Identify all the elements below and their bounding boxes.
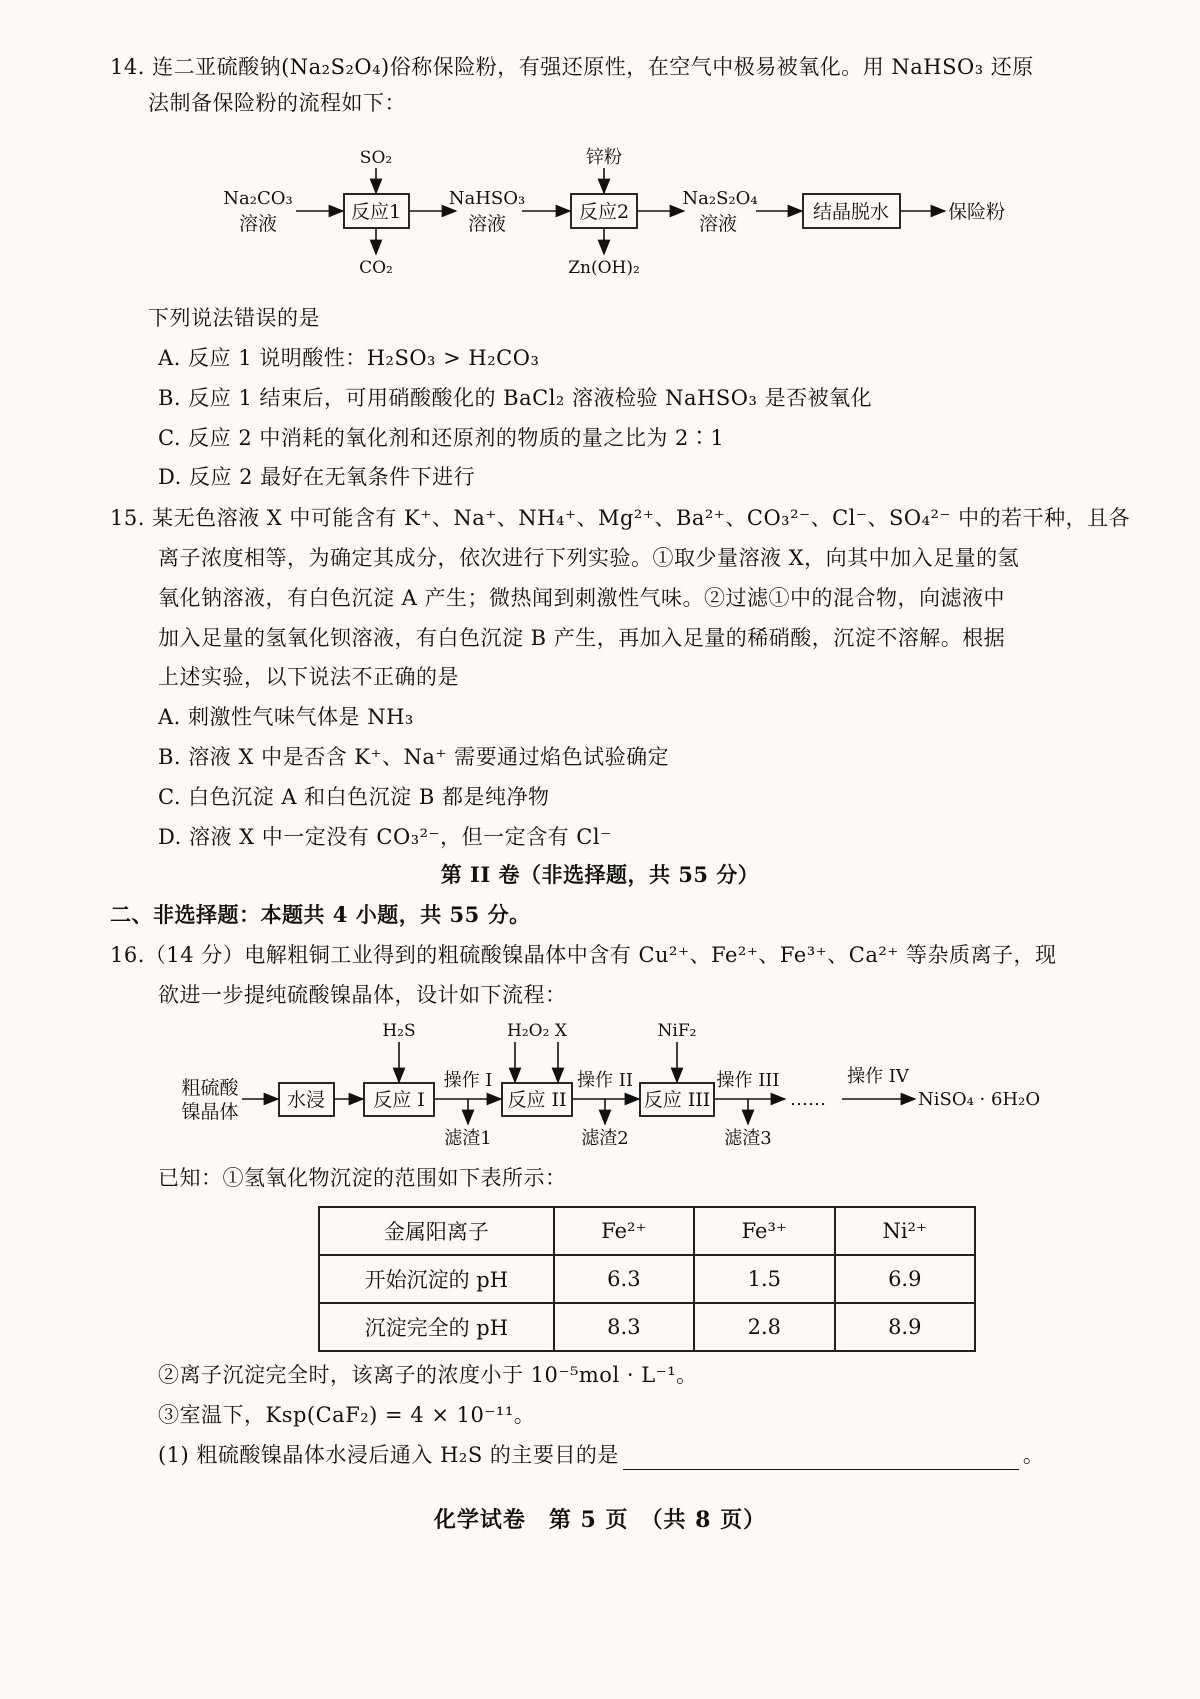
q14-stem-line1: 14. 连二亚硫酸钠(Na₂S₂O₄)俗称保险粉，有强还原性，在空气中极易被氧化。用 NaHSO₃ 还原 bbox=[110, 55, 1034, 79]
table-row bbox=[319, 1303, 975, 1351]
table-cell: 6.9 bbox=[835, 1255, 975, 1303]
q14-product: 保险粉 bbox=[948, 201, 1006, 223]
page-footer: 化学试卷 第 5 页 （共 8 页） bbox=[433, 1507, 767, 1533]
q14-mid2-label: 溶液 bbox=[698, 213, 738, 235]
q14-option-b: B. 反应 1 结束后，可用硝酸酸化的 BaCl₂ 溶液检验 NaHSO₃ 是否被氧化 bbox=[158, 386, 873, 410]
section2-heading: 二、非选择题：本题共 4 小题，共 55 分。 bbox=[110, 902, 531, 927]
q16-h2s: H₂S bbox=[382, 1021, 416, 1041]
q16-h2o2-x: H₂O₂ X bbox=[507, 1021, 567, 1041]
q15-line1: 15. 某无色溶液 X 中可能含有 K⁺、Na⁺、NH₄⁺、Mg²⁺、Ba²⁺、CO₃²⁻、Cl⁻、SO₄²⁻ 中的若干种，且各 bbox=[110, 506, 1131, 530]
q16-reaction3-label: 反应 III bbox=[643, 1089, 711, 1111]
q16-reaction1-box bbox=[364, 1083, 434, 1116]
q14-zinc: 锌粉 bbox=[586, 147, 622, 168]
table-cell: 2.8 bbox=[694, 1303, 834, 1351]
q14-co2: CO₂ bbox=[359, 258, 393, 278]
table-header-cell: Fe³⁺ bbox=[694, 1207, 834, 1255]
q16-op1: 操作 I bbox=[443, 1070, 493, 1091]
q16-op3: 操作 III bbox=[716, 1070, 780, 1091]
q16-start-line2: 镍晶体 bbox=[181, 1101, 239, 1123]
table-cell: 开始沉淀的 pH bbox=[319, 1255, 554, 1303]
q15-line4: 加入足量的氢氧化钡溶液，有白色沉淀 B 产生，再加入足量的稀硝酸，沉淀不溶解。根据 bbox=[158, 626, 1006, 650]
q14-stem-line2: 法制备保险粉的流程如下： bbox=[148, 91, 406, 115]
q14-start-label: 溶液 bbox=[238, 213, 278, 235]
q14-so2: SO₂ bbox=[359, 148, 393, 168]
table-cell: 沉淀完全的 pH bbox=[319, 1303, 554, 1351]
table-header-cell: Ni²⁺ bbox=[835, 1207, 975, 1255]
q15-line2: 离子浓度相等，为确定其成分，依次进行下列实验。①取少量溶液 X，向其中加入足量的氢 bbox=[158, 546, 1020, 570]
q14-mid1-formula: NaHSO₃ bbox=[448, 188, 526, 209]
q16-reaction3-box bbox=[640, 1083, 714, 1116]
q16-line1: 16.（14 分）电解粗铜工业得到的粗硫酸镍晶体中含有 Cu²⁺、Fe²⁺、Fe³⁺、Ca²⁺ 等杂质离子，现 bbox=[110, 943, 1057, 967]
q15-option-a: A. 刺激性气味气体是 NH₃ bbox=[158, 705, 414, 729]
q14-option-c: C. 反应 2 中消耗的氧化剂和还原剂的物质的量之比为 2∶1 bbox=[158, 426, 725, 450]
q14-option-d: D. 反应 2 最好在无氧条件下进行 bbox=[158, 465, 476, 489]
table-cell: 1.5 bbox=[694, 1255, 834, 1303]
q15-option-c: C. 白色沉淀 A 和白色沉淀 B 都是纯净物 bbox=[158, 785, 550, 809]
q16-water-label: 水浸 bbox=[286, 1089, 326, 1111]
q15-line3: 氧化钠溶液，有白色沉淀 A 产生；微热闻到刺激性气味。②过滤①中的混合物，向滤液中 bbox=[158, 586, 1006, 610]
q14-start-formula: Na₂CO₃ bbox=[223, 188, 293, 209]
q16-op2: 操作 II bbox=[577, 1070, 633, 1091]
table-row bbox=[319, 1255, 975, 1303]
q16-known1: 已知：①氢氧化物沉淀的范围如下表所示： bbox=[158, 1166, 567, 1190]
q15-option-b: B. 溶液 X 中是否含 K⁺、Na⁺ 需要通过焰色试验确定 bbox=[158, 745, 670, 769]
table-header-cell: Fe²⁺ bbox=[554, 1207, 694, 1255]
table-header-row bbox=[319, 1207, 975, 1255]
q14-mid2-formula: Na₂S₂O₄ bbox=[682, 188, 758, 209]
q16-sub1-text: (1) 粗硫酸镍晶体水浸后通入 H₂S 的主要目的是 bbox=[158, 1443, 619, 1467]
q16-residue3: 滤渣3 bbox=[724, 1128, 772, 1149]
q16-known2: ②离子沉淀完全时，该离子的浓度小于 10⁻⁵mol · L⁻¹。 bbox=[158, 1363, 698, 1387]
part2-title: 第 II 卷（非选择题，共 55 分） bbox=[440, 862, 760, 887]
q16-op4: 操作 IV bbox=[847, 1066, 909, 1087]
q14-reaction1-label: 反应1 bbox=[350, 201, 402, 223]
q15-line5: 上述实验，以下说法不正确的是 bbox=[158, 665, 459, 689]
q16-hydroxide-table bbox=[318, 1206, 976, 1352]
q16-product: NiSO₄ · 6H₂O bbox=[918, 1089, 1041, 1110]
q14-option-a: A. 反应 1 说明酸性：H₂SO₃ > H₂CO₃ bbox=[158, 346, 540, 370]
q16-dots: …… bbox=[790, 1089, 826, 1110]
q16-sub1 bbox=[158, 1440, 1044, 1470]
q14-question: 下列说法错误的是 bbox=[148, 306, 320, 330]
q14-crystallize-label: 结晶脱水 bbox=[812, 201, 890, 223]
q16-known3: ③室温下，Ksp(CaF₂) = 4 × 10⁻¹¹。 bbox=[158, 1403, 536, 1427]
q16-nif2: NiF₂ bbox=[657, 1021, 697, 1041]
q16-reaction2-label: 反应 II bbox=[507, 1089, 567, 1111]
q14-reaction2-label: 反应2 bbox=[578, 201, 630, 223]
q15-option-d: D. 溶液 X 中一定没有 CO₃²⁻，但一定含有 Cl⁻ bbox=[158, 825, 612, 849]
table-cell: 8.3 bbox=[554, 1303, 694, 1351]
q16-line2: 欲进一步提纯硫酸镍晶体，设计如下流程： bbox=[158, 983, 567, 1007]
q16-start-line1: 粗硫酸 bbox=[181, 1077, 239, 1099]
q16-water-box bbox=[279, 1083, 334, 1116]
answer-blank bbox=[623, 1447, 1019, 1470]
q14-mid1-label: 溶液 bbox=[467, 213, 507, 235]
q14-flowchart bbox=[0, 0, 1200, 300]
table-header-cell: 金属阳离子 bbox=[319, 1207, 554, 1255]
q16-reaction1-label: 反应 I bbox=[373, 1089, 425, 1111]
q16-sub1-end: 。 bbox=[1022, 1443, 1045, 1467]
q16-residue2: 滤渣2 bbox=[581, 1128, 629, 1149]
q16-reaction2-box bbox=[502, 1083, 572, 1116]
table-cell: 8.9 bbox=[835, 1303, 975, 1351]
q16-residue1: 滤渣1 bbox=[444, 1128, 492, 1149]
table-cell: 6.3 bbox=[554, 1255, 694, 1303]
q14-znoh2: Zn(OH)₂ bbox=[568, 258, 640, 278]
